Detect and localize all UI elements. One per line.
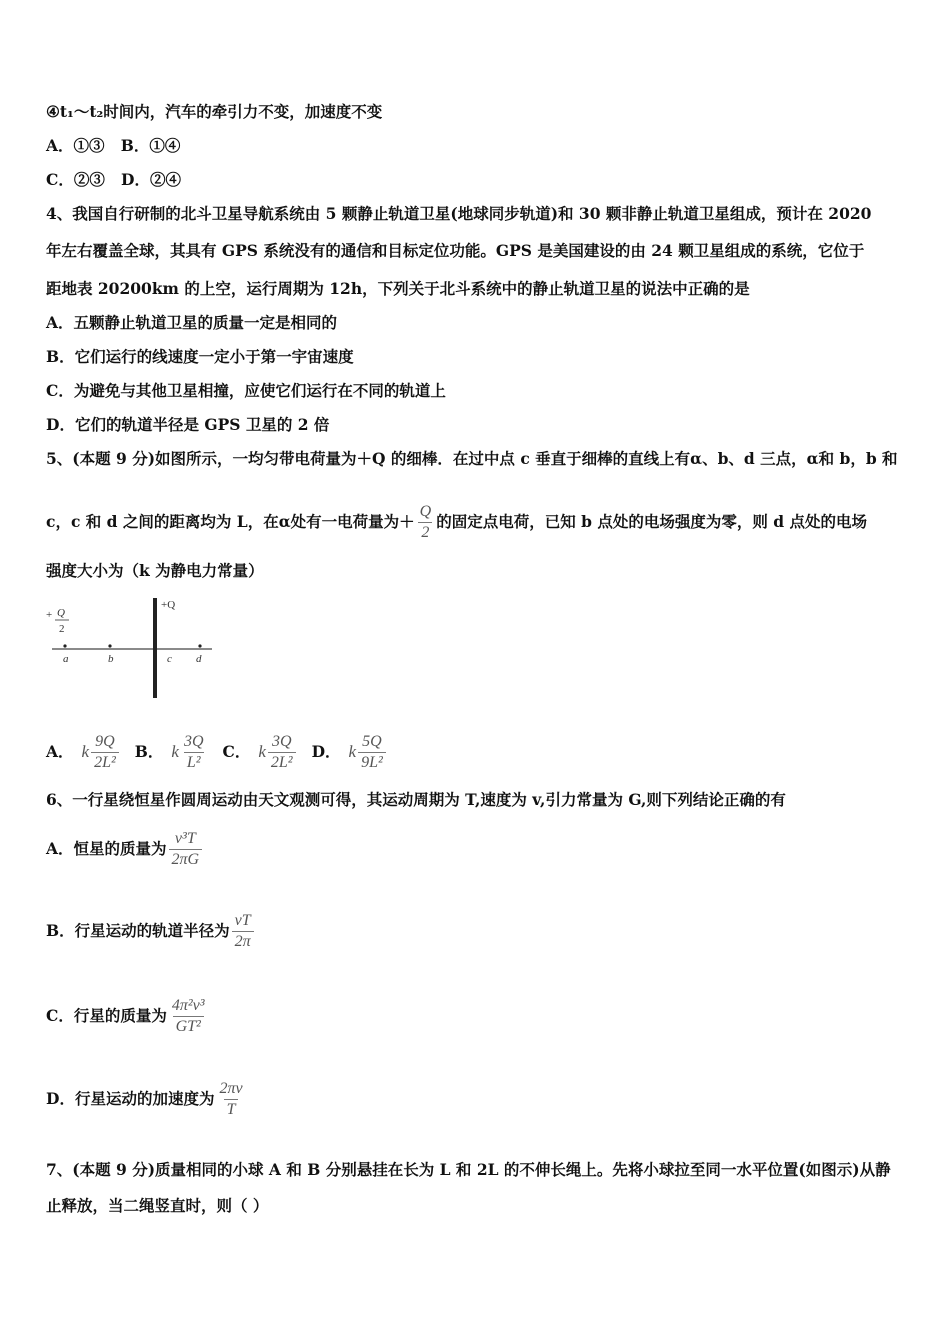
q5-option-c-label: C． <box>222 742 251 761</box>
q5-option-d-label: D． <box>311 742 341 761</box>
q5-figure <box>44 594 219 704</box>
q5-option-a-label: A． <box>46 742 74 761</box>
q6-option-d-num: 2πv <box>219 1079 243 1097</box>
q6-option-d-den: T <box>224 1099 239 1119</box>
q3-item4: ④t₁～t₂时间内，汽车的牵引力不变，加速度不变 <box>46 102 383 121</box>
q6-option-d-text: D．行星运动的加速度为 <box>46 1089 215 1108</box>
q5-option-a-fraction <box>91 733 119 772</box>
fig-charge-den: 2 <box>59 623 65 635</box>
fig-point-d-label: d <box>196 653 202 665</box>
q5-charge-num: Q <box>419 502 432 520</box>
q7-stem-line2: 止释放，当二绳竖直时，则（ ） <box>46 1196 269 1215</box>
fig-point-a-label: a <box>63 653 69 665</box>
q6-option-d[interactable] <box>46 1075 248 1123</box>
q5-option-a[interactable] <box>46 733 121 772</box>
fig-charged-rod <box>153 598 157 698</box>
fig-point-c-label: c <box>167 653 172 665</box>
q6-option-c-num: 4π²v³ <box>171 996 205 1014</box>
q6-option-c[interactable] <box>46 992 210 1040</box>
q4-stem-line1: 4、我国自行研制的北斗卫星导航系统由 5 颗静止轨道卫星(地球同步轨道)和 30 颗非静止轨道卫星组成，预计在 2020 <box>46 204 872 223</box>
q6-option-b-text: B．行星运动的轨道半径为 <box>46 921 230 940</box>
fig-charge-sign: + <box>46 609 53 621</box>
q3-options-row2 <box>46 170 181 190</box>
fig-point-d-dot <box>198 644 201 647</box>
q5-option-d[interactable] <box>312 733 388 772</box>
q5-option-d-den: 9L² <box>358 752 386 772</box>
q4-option-b[interactable]: B．它们运行的线速度一定小于第一宇宙速度 <box>46 347 354 366</box>
q5-option-c-fraction <box>268 733 296 772</box>
q3-option-a[interactable]: A．①③ <box>46 136 105 155</box>
fig-charge-num: Q <box>57 607 65 619</box>
q6-option-b[interactable] <box>46 907 256 955</box>
q6-option-a-text: A．恒星的质量为 <box>46 839 167 858</box>
q4-option-a[interactable]: A．五颗静止轨道卫星的质量一定是相同的 <box>46 313 338 332</box>
q3-option-b[interactable]: B．①④ <box>120 136 181 155</box>
q5-option-a-num: 9Q <box>95 732 115 750</box>
q5-stem-line2-post: 的固定点电荷，已知 b 点处的电场强度为零，则 d 点处的电场 <box>436 512 867 531</box>
q6-option-a-fraction <box>169 830 203 869</box>
q6-option-c-fraction <box>169 997 208 1036</box>
q5-option-a-den: 2L² <box>91 752 119 772</box>
q6-option-a-den: 2πG <box>169 849 203 869</box>
q5-option-d-k: k <box>348 742 357 761</box>
q6-option-a[interactable] <box>46 825 204 873</box>
q6-option-b-den: 2π <box>232 931 254 951</box>
q5-option-b-den: L² <box>184 752 204 772</box>
q3-options-row1 <box>46 136 180 156</box>
q5-option-c-k: k <box>258 742 266 761</box>
q3-option-c[interactable]: C．②③ <box>46 170 105 189</box>
q6-option-b-fraction <box>232 912 254 951</box>
q5-option-c[interactable] <box>223 733 298 772</box>
fig-rod-label: +Q <box>161 599 176 611</box>
q5-charge-den: 2 <box>418 522 432 542</box>
fig-point-a-dot <box>63 644 66 647</box>
q5-stem-line2 <box>46 499 867 545</box>
fig-point-b-dot <box>108 644 111 647</box>
q5-option-b-k: k <box>171 742 179 761</box>
q6-option-b-num: vT <box>234 911 251 929</box>
q3-option-d[interactable]: D．②④ <box>121 170 181 189</box>
q4-stem-line3: 距地表 20200km 的上空，运行周期为 12h，下列关于北斗系统中的静止轨道卫星的说法中正确的是 <box>46 279 750 298</box>
q5-option-c-den: 2L² <box>268 752 296 772</box>
q5-stem-line1: 5、(本题 9 分)如图所示，一均匀带电荷量为＋Q 的细棒．在过中点 c 垂直于细棒的直线上有α、b、d 三点，α和 b，b 和 <box>46 449 898 468</box>
q5-charge-fraction <box>417 503 435 542</box>
q5-option-c-num: 3Q <box>271 732 292 750</box>
q5-option-b-fraction <box>181 733 207 772</box>
q6-option-d-fraction <box>216 1080 245 1119</box>
q6-option-a-num: v³T <box>174 829 196 847</box>
fig-point-b-label: b <box>108 653 114 665</box>
q5-option-a-k: k <box>81 742 90 761</box>
q7-stem-line1: 7、(本题 9 分)质量相同的小球 A 和 B 分别悬挂在长为 L 和 2L 的不伸长绳上。先将小球拉至同一水平位置(如图示)从静 <box>46 1160 891 1179</box>
q5-option-d-num: 5Q <box>362 732 382 750</box>
q6-option-c-text: C．行星的质量为 <box>46 1006 167 1025</box>
q4-option-d[interactable]: D．它们的轨道半径是 GPS 卫星的 2 倍 <box>46 415 330 434</box>
q4-option-c[interactable]: C．为避免与其他卫星相撞，应使它们运行在不同的轨道上 <box>46 381 446 400</box>
q5-option-b-num: 3Q <box>183 732 204 750</box>
q5-option-d-fraction <box>358 733 386 772</box>
q5-option-b[interactable] <box>135 733 209 772</box>
q5-option-b-label: B． <box>134 742 164 761</box>
q5-stem-line3: 强度大小为（k 为静电力常量） <box>46 561 264 580</box>
q4-stem-line2: 年左右覆盖全球，其具有 GPS 系统没有的通信和目标定位功能。GPS 是美国建设的由 24 颗卫星组成的系统，它位于 <box>46 241 865 260</box>
q6-option-c-den: GT² <box>173 1016 204 1036</box>
q5-stem-line2-pre: c，c 和 d 之间的距离均为 L，在α处有一电荷量为＋ <box>46 512 415 531</box>
q5-options <box>46 728 402 776</box>
q6-stem: 6、一行星绕恒星作圆周运动由天文观测可得，其运动周期为 T,速度为 v,引力常量为 G,则下列结论正确的有 <box>46 790 786 809</box>
